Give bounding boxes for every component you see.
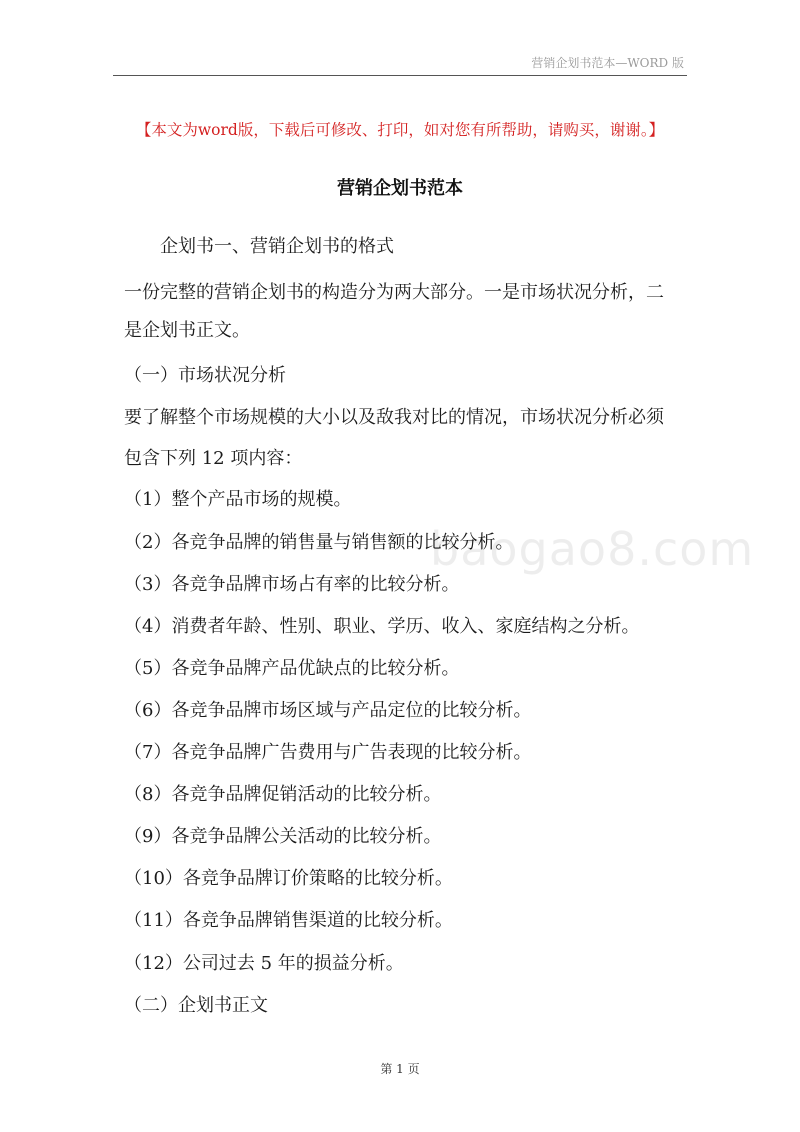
header-divider bbox=[113, 75, 687, 76]
list-item: （8）各竞争品牌促销活动的比较分析。 bbox=[124, 784, 442, 805]
document-title: 营销企划书范本 bbox=[337, 178, 463, 199]
part2-heading: （二）企划书正文 bbox=[124, 995, 268, 1016]
part1-heading: （一）市场状况分析 bbox=[124, 365, 286, 386]
list-item: （11）各竞争品牌销售渠道的比较分析。 bbox=[124, 910, 453, 931]
list-item: （4）消费者年龄、性别、职业、学历、收入、家庭结构之分析。 bbox=[124, 616, 640, 637]
list-item: （12）公司过去 5 年的损益分析。 bbox=[124, 953, 404, 974]
running-header: 营销企划书范本—WORD 版 bbox=[531, 56, 684, 70]
list-item: （2）各竞争品牌的销售量与销售额的比较分析。 bbox=[124, 532, 514, 553]
section-heading: 企划书一、营销企划书的格式 bbox=[160, 236, 394, 257]
page-number: 第 1 页 bbox=[380, 1062, 420, 1076]
intro-paragraph-line-2: 是企划书正文。 bbox=[124, 320, 250, 341]
part1-description-line-2: 包含下列 12 项内容： bbox=[124, 448, 303, 469]
list-item: （9）各竞争品牌公关活动的比较分析。 bbox=[124, 826, 442, 847]
list-item: （3）各竞争品牌市场占有率的比较分析。 bbox=[124, 574, 460, 595]
list-item: （7）各竞争品牌广告费用与广告表现的比较分析。 bbox=[124, 742, 532, 763]
purchase-notice: 【本文为word版，下载后可修改、打印，如对您有所帮助，请购买，谢谢。】 bbox=[135, 121, 665, 139]
list-item: （6）各竞争品牌市场区域与产品定位的比较分析。 bbox=[124, 700, 532, 721]
list-item: （1）整个产品市场的规模。 bbox=[124, 489, 352, 510]
list-item: （5）各竞争品牌产品优缺点的比较分析。 bbox=[124, 658, 460, 679]
watermark: baogao8.com bbox=[430, 522, 755, 576]
intro-paragraph-line-1: 一份完整的营销企划书的构造分为两大部分。一是市场状况分析，二 bbox=[124, 282, 664, 303]
list-item: （10）各竞争品牌订价策略的比较分析。 bbox=[124, 868, 453, 889]
part1-description-line-1: 要了解整个市场规模的大小以及敌我对比的情况，市场状况分析必须 bbox=[124, 407, 664, 428]
